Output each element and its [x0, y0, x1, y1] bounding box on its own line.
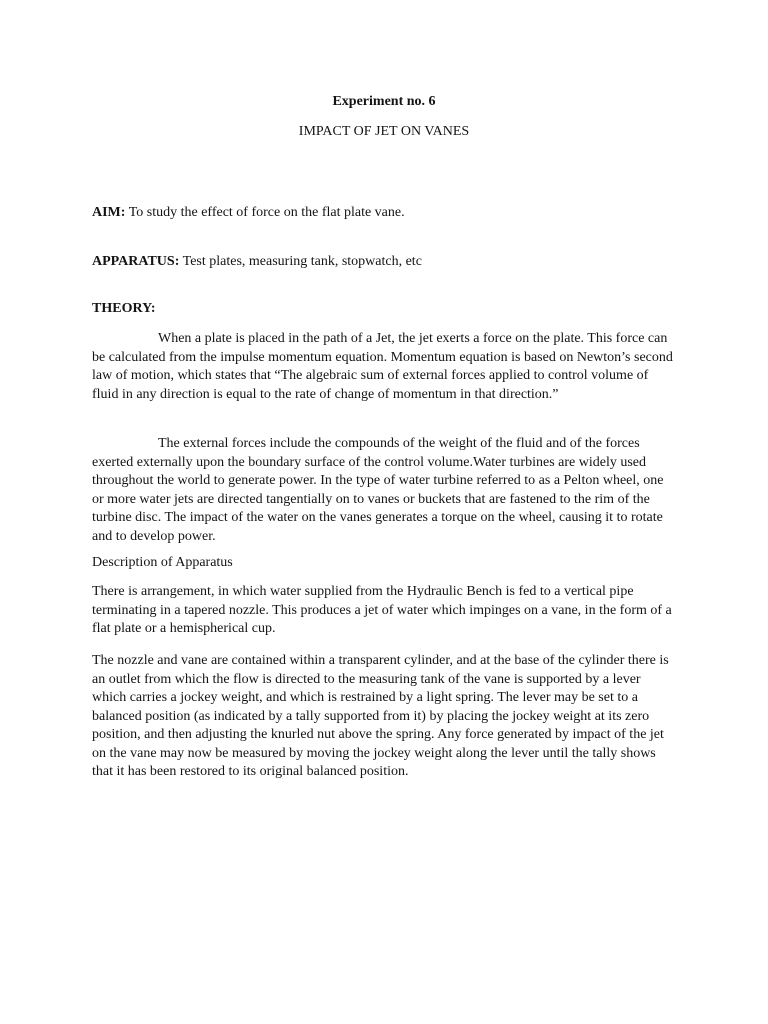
experiment-number: Experiment no. 6: [332, 94, 436, 109]
apparatus-text: Test plates, measuring tank, stopwatch, etc: [182, 254, 422, 269]
description-paragraph-1: There is arrangement, in which water supplied from the Hydraulic Bench is fed to a vertical pipe terminating in a tapered nozzle. This produces a jet of water which impinges on a vane, in the form of a flat plate or a hemispherical cup.: [92, 584, 672, 636]
description-heading: Description of Apparatus: [92, 555, 233, 570]
description-paragraph-2: The nozzle and vane are contained within a transparent cylinder, and at the base of the cylinder there is an outlet from which the flow is directed to the measuring tank of the vane is supported by a lever which carries a jockey weight, and which is restrained by a light spring. The lever may be set to a balanced position (as indicated by a tally supported from it) by placing the jockey weight at its zero position, and then adjusting the knurled nut above the spring. Any force generated by impact of the jet on the vane may now be measured by moving the jockey weight along the lever until the tally shows that it has been restored to its original balanced position.: [92, 653, 669, 779]
theory-heading: THEORY:: [92, 301, 156, 316]
aim-text: To study the effect of force on the flat plate vane.: [128, 205, 405, 220]
document-title: IMPACT OF JET ON VANES: [298, 124, 470, 139]
apparatus-section: [92, 254, 672, 270]
aim-section: [92, 205, 672, 221]
theory-paragraph-2: The external forces include the compounds of the weight of the fluid and of the forces exerted externally upon the boundary surface of the control volume.Water turbines are widely used throughout the world to generate power. In the type of water turbine referred to as a Pelton wheel, one or more water jets are directed tangentially on to vanes or buckets that are fastened to the rim of the turbine disc. The impact of the water on the vanes generates a torque on the wheel, causing it to rotate and to develop power.: [92, 436, 664, 544]
apparatus-label: APPARATUS:: [92, 254, 180, 269]
aim-label: AIM:: [92, 205, 126, 220]
theory-paragraph-1: When a plate is placed in the path of a Jet, the jet exerts a force on the plate. This force can be calculated from the impulse momentum equation. Momentum equation is based on Newton’s second law of motion, which states that “The algebraic sum of external forces applied to control volume of fluid in any direction is equal to the rate of change of momentum in that direction.”: [92, 331, 673, 402]
